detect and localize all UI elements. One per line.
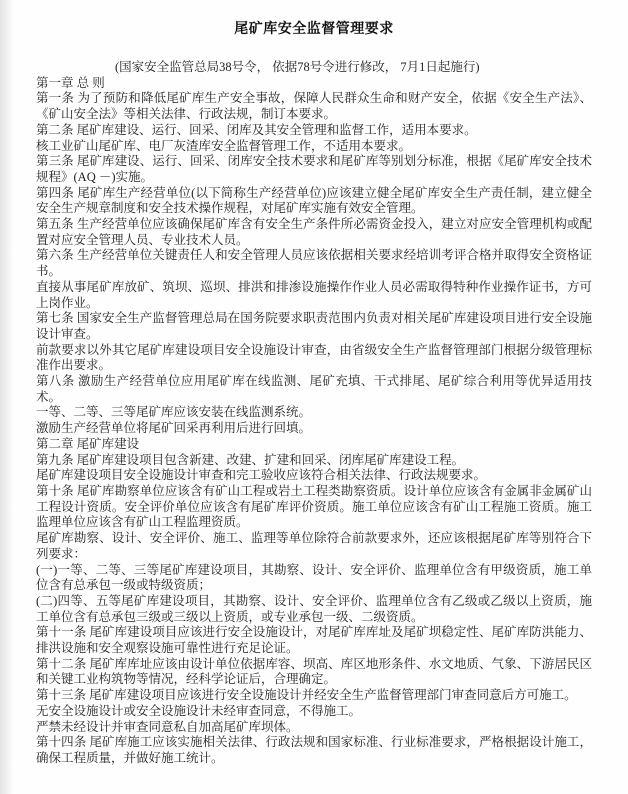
paragraph: 第六条 生产经营单位关键责任人和安全管理人员应该依据相关要求经培训考评合格并取得安全资格证书。 <box>36 248 592 279</box>
page-left-edge-shadow <box>0 0 14 794</box>
paragraph: 第十三条 尾矿库建设项目应该进行安全设施设计并经安全生产监督管理部门审查同意后方可施工。 <box>36 688 577 703</box>
paragraph: 第七条 国家安全生产监督管理总局在国务院要求职责范围内负责对相关尾矿库建设项目进行安全设施设计审查。 <box>36 311 592 341</box>
paragraph: 第二条 尾矿库建设、运行、回采、闭库及其安全管理和监督工作，适用本要求。 <box>36 122 477 137</box>
paragraph: 一等、二等、三等尾矿库应该安装在线监测系统。 <box>36 405 312 420</box>
paragraph: 第十一条 尾矿库建设项目应该进行安全设施设计，对尾矿库库址及尾矿坝稳定性、尾矿库防洪能力、排洪设施和安全观察设施可靠性进行充足论证。 <box>36 625 592 656</box>
paragraph: 尾矿库建设项目安全设施设计审查和完工验收应该符合相关法律、行政法规要求。 <box>36 468 487 483</box>
paragraph: 第二章 尾矿库建设 <box>36 436 140 451</box>
paragraph: 严禁未经设计并审查同意私自加高尾矿库坝体。 <box>36 719 299 734</box>
paragraph: 第八条 激励生产经营单位应用尾矿库在线监测、尾矿充填、干式排尾、尾矿综合利用等优异适用技术。 <box>36 374 592 404</box>
paragraph: 第十四条 尾矿库施工应该实施相关法律、行政法规和国家标准、行业标准要求，严格根据设计施工，确保工程质量，并做好施工统计。 <box>36 735 592 765</box>
document-body <box>36 76 592 767</box>
paragraph: 第十条 尾矿库勘察单位应该含有矿山工程或岩土工程类勘察资质。设计单位应该含有金属非金属矿山工程设计资质。安全评价单位应该含有尾矿库评价资质。施工单位应该含有矿山工程施工资质。施工监理单位应该含有矿山工程监理资质。 <box>36 483 592 530</box>
paragraph: 直接从事尾矿库放矿、筑坝、巡坝、排洪和排渗设施操作作业人员必需取得特种作业操作证书，方可上岗作业。 <box>36 279 592 310</box>
paragraph: 第一章 总 则 <box>36 75 105 90</box>
paragraph: 第四条 尾矿库生产经营单位(以下简称生产经营单位)应该建立健全尾矿库安全生产责任制，建立健全安全生产规章制度和安全技术操作规程，对尾矿库实施有效安全管理。 <box>36 185 592 216</box>
paragraph: 前款要求以外其它尾矿库建设项目安全设施设计审查，由省级安全生产监督管理部门根据分级管理标准作出要求。 <box>36 342 592 373</box>
paragraph: 无安全设施设计或安全设施设计未经审查同意，不得施工。 <box>36 703 362 718</box>
paragraph: 第五条 生产经营单位应该确保尾矿库含有安全生产条件所必需资金投入，建立对应安全管理机构或配置对应安全管理人员、专业技术人员。 <box>36 217 592 247</box>
paragraph: (一)一等、二等、三等尾矿库建设项目，其勘察、设计、安全评价、监理单位含有甲级资质，施工单位含有总承包一级或特级资质； <box>36 562 592 593</box>
document-subtitle: (国家安全监管总局38号令， 依据78号令进行修改， 7月1日起施行) <box>115 60 480 74</box>
document-title: 尾矿库安全监督管理要求 <box>234 22 394 37</box>
paragraph: 第一条 为了预防和降低尾矿库生产安全事故，保障人民群众生命和财产安全，依据《安全生产法》、《矿山安全法》等相关法律、行政法规，制订本要求。 <box>36 91 592 122</box>
paragraph: 第九条 尾矿库建设项目包含新建、改建、扩建和回采、闭库尾矿库建设工程。 <box>36 452 465 467</box>
paragraph: 第十二条 尾矿库库址应该由设计单位依据库容、坝高、库区地形条件、水文地质、气象、下游居民区和关键工业构筑物等情况，经科学论证后，合理确定。 <box>36 656 592 687</box>
paragraph: (二)四等、五等尾矿库建设项目，其勘察、设计、安全评价、监理单位含有乙级或乙级以上资质，施工单位含有总承包三级或三级以上资质，或专业承包一级、二级资质。 <box>36 593 592 624</box>
paragraph: 第三条 尾矿库建设、运行、回采、闭库安全技术要求和尾矿库等别划分标准，根据《尾矿库安全技术规程》(AQ －)实施。 <box>36 154 592 184</box>
paragraph: 核工业矿山尾矿库、电厂灰渣库安全监督管理工作，不适用本要求。 <box>36 138 412 153</box>
paragraph: 激励生产经营单位将尾矿回采再利用后进行回填。 <box>36 421 312 436</box>
paragraph: 尾矿库勘察、设计、安全评价、施工、监理等单位除符合前款要求外，还应该根据尾矿库等别符合下列要求： <box>36 531 592 561</box>
